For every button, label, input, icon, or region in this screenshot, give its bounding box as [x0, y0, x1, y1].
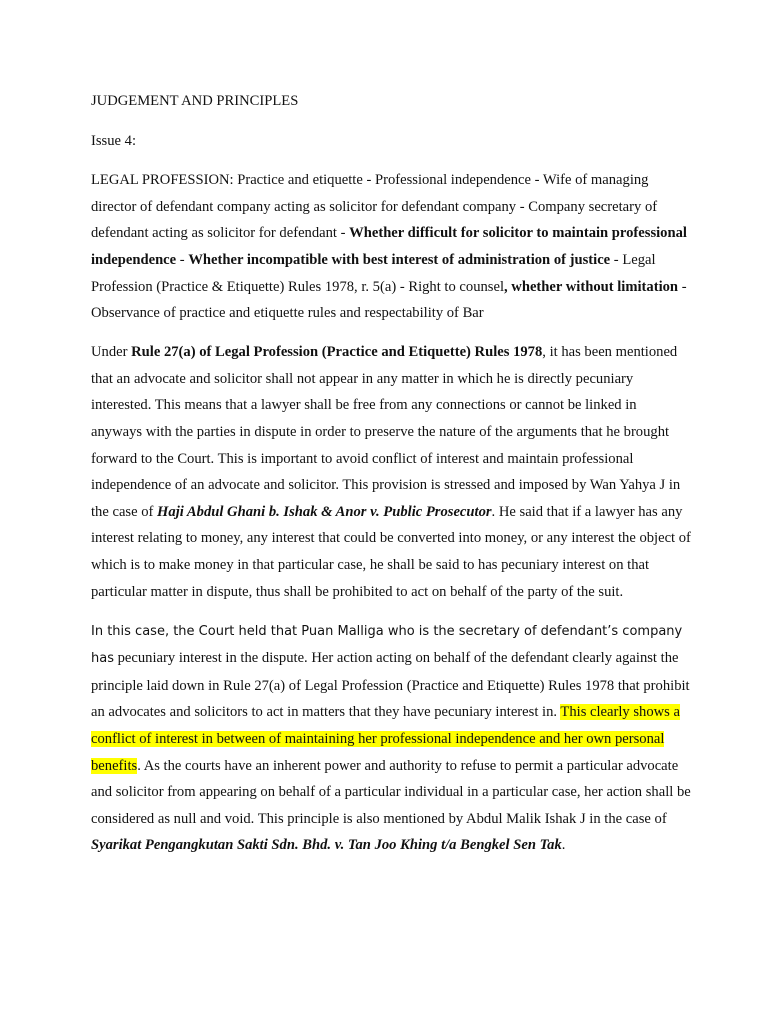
catchwords-paragraph	[91, 167, 691, 327]
case-citation-syarikat-pengangkutan: Syarikat Pengangkutan Sakti Sdn. Bhd. v. Tan Joo Khing t/a Bengkel Sen Tak	[91, 837, 562, 854]
catchwords-text-3: - Legal Profession (Practice & Etiquette) Rules 1978, r. 5(a) - Right to counsel	[91, 251, 656, 295]
heading-text: JUDGEMENT AND PRINCIPLES	[91, 93, 299, 109]
catchwords-bold-1: Whether difficult for solicitor to maintain professional independence	[91, 225, 687, 268]
issue-text: Issue 4:	[91, 132, 136, 149]
catchwords-bold-2: Whether incompatible with best interest of administration of justice	[188, 251, 611, 268]
document-heading	[91, 88, 691, 115]
catchwords-text-4: - Observance of practice and etiquette rules and respectability of Bar	[91, 278, 687, 322]
case-citation-haji-abdul-ghani: Haji Abdul Ghani b. Ishak & Anor v. Public Prosecutor	[157, 503, 492, 520]
rule-text-1: Under	[91, 344, 132, 361]
holding-text-sans: In this case, the Court held that Puan Malliga who is the secretary of defendant’s company has	[91, 623, 683, 667]
catchwords-text-2: -	[176, 251, 189, 268]
issue-label	[91, 128, 691, 155]
catchwords-text-1: LEGAL PROFESSION: Practice and etiquette - Professional independence - Wife of managing director of defendant company acting as solicitor for defendant company - Company secretary of defendant acting as solicitor for defendant -	[91, 172, 658, 242]
rule-bold-citation: Rule 27(a) of Legal Profession (Practice and Etiquette) Rules 1978	[131, 344, 543, 361]
document-body	[91, 88, 691, 859]
catchwords-bold-3: , whether without limitation	[504, 278, 679, 295]
rule-27a-paragraph	[91, 339, 691, 605]
holding-text-3: .	[561, 837, 566, 854]
rule-text-3: . He said that if a lawyer has any interest relating to money, any interest that could be converted into money, or any interest the object of which is to make money in that particular case, he shall be said to has pecuniary interest on that particular matter in dispute, thus shall be prohibited to act on behalf of the party of the suit.	[91, 503, 691, 600]
highlighted-text: This clearly shows a conflict of interest in between of maintaining her professional independence and her own personal benefits	[91, 704, 680, 774]
holding-text-1: pecuniary interest in the dispute. Her action acting on behalf of the defendant clearly against the principle laid down in Rule 27(a) of Legal Profession (Practice and Etiquette) Rules 1978 that prohibit an advocates and solicitors to act in matters that they have pecuniary interest in.	[91, 650, 690, 721]
holding-text-2: . As the courts have an inherent power and authority to refuse to permit a particular advocate and solicitor from appearing on behalf of a particular individual in a particular case, her action shall be considered as null and void. This principle is also mentioned by Abdul Malik Ishak J in the case of	[91, 757, 691, 827]
rule-text-2: , it has been mentioned that an advocate and solicitor shall not appear in any matter in which he is directly pecuniary interested. This means that a lawyer shall be free from any connections or cannot be linked in anyways with the parties in dispute in order to preserve the nature of the arguments that he brought forward to the Court. This is important to avoid conflict of interest and maintain professional independence of an advocate and solicitor. This provision is stressed and imposed by Wan Yahya J in the case of	[91, 344, 681, 520]
holding-paragraph	[91, 618, 691, 859]
